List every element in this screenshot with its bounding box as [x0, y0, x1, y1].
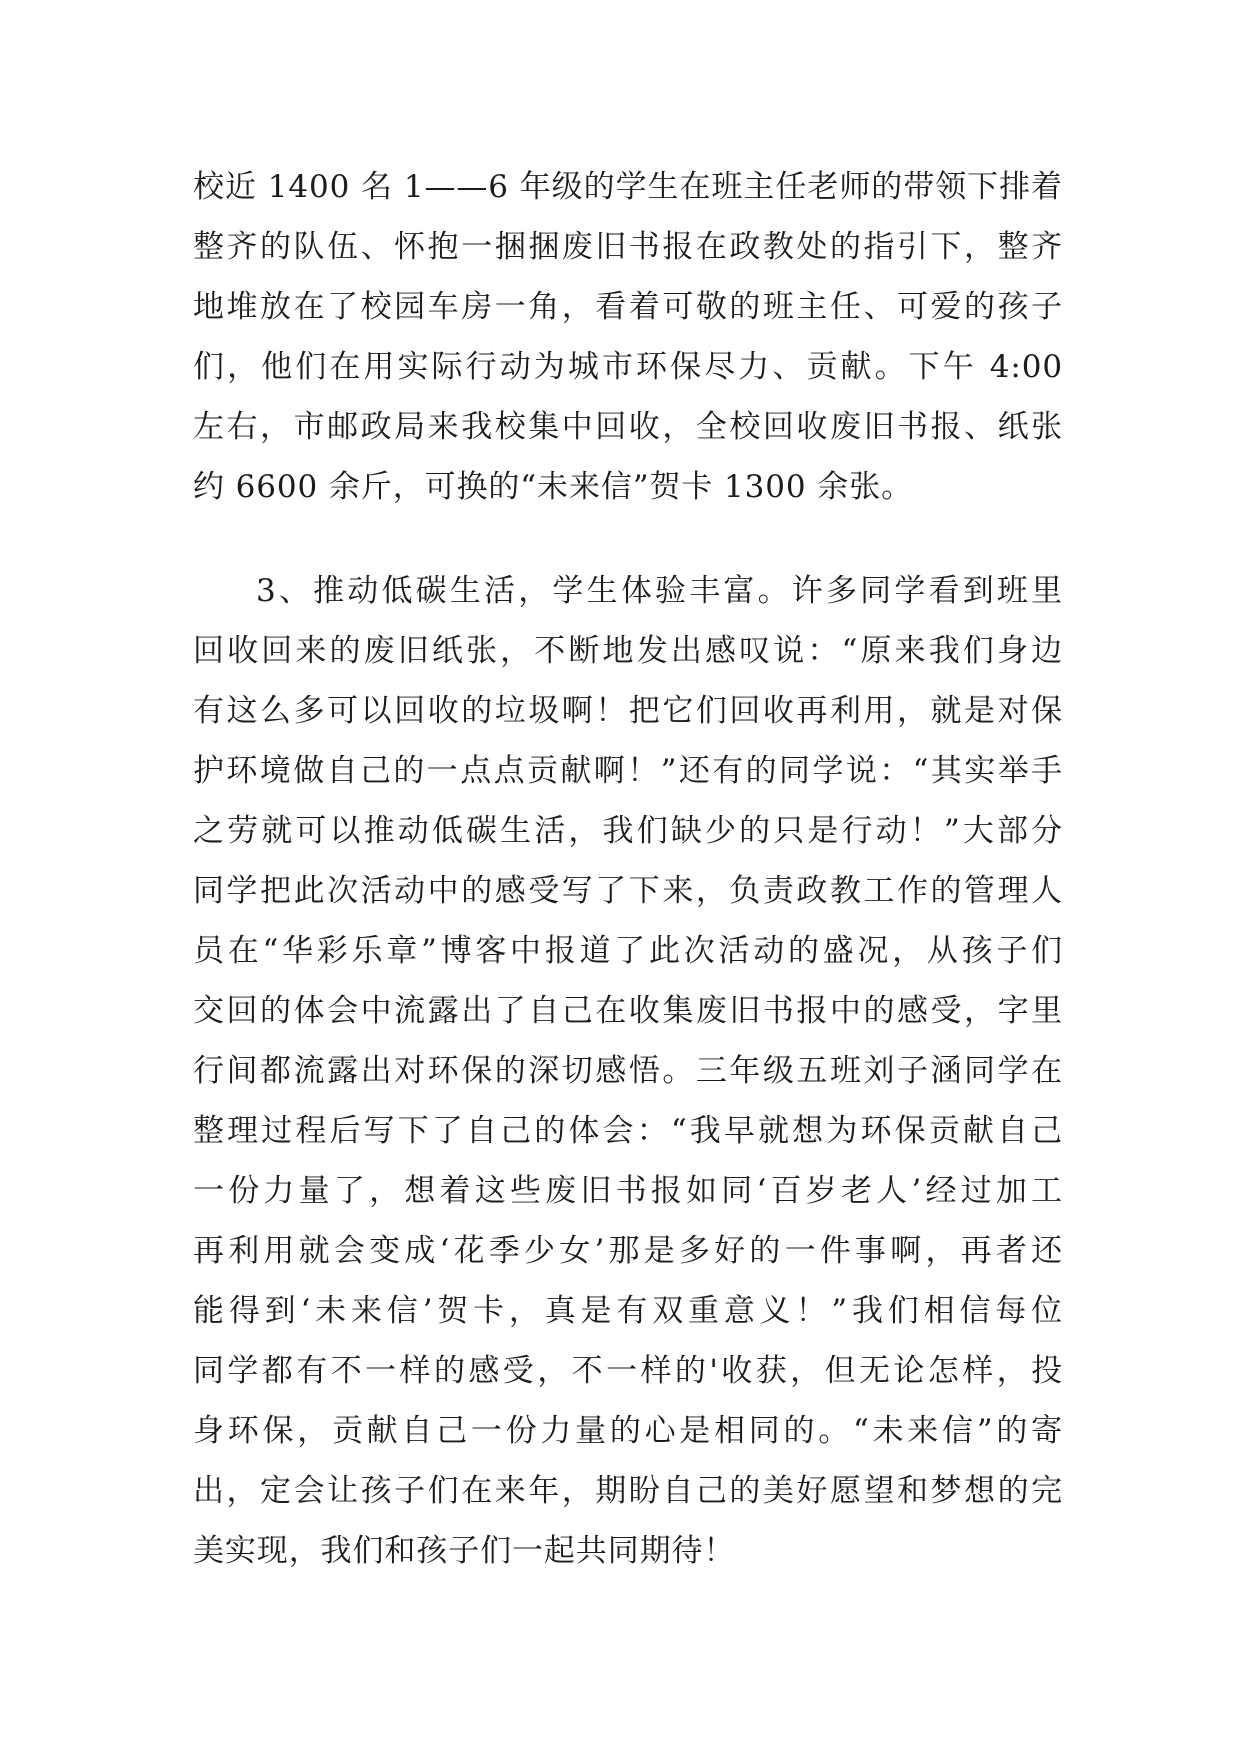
paragraph-line: 之劳就可以推动低碳生活，我们缺少的只是行动！”大部分 [193, 813, 1063, 849]
paragraph-line: 交回的体会中流露出了自己在收集废旧书报中的感受，字里 [193, 993, 1063, 1029]
paragraph-line: 校近 1400 名 1——6 年级的学生在班主任老师的带领下排着 [193, 169, 1063, 205]
paragraph-line: 们，他们在用实际行动为城市环保尽力、贡献。下午 4:00 [193, 349, 1063, 385]
paragraph-line: 整齐的队伍、怀抱一捆捆废旧书报在政教处的指引下，整齐 [193, 229, 1063, 265]
paragraph-line: 整理过程后写下了自己的体会：“我早就想为环保贡献自己 [193, 1113, 1063, 1149]
paragraph-line: 行间都流露出对环保的深切感悟。三年级五班刘子涵同学在 [193, 1053, 1063, 1089]
paragraph-line: 左右，市邮政局来我校集中回收，全校回收废旧书报、纸张 [193, 409, 1063, 445]
paragraph-line: 能得到‘未来信’贺卡，真是有双重意义！”我们相信每位 [193, 1293, 1063, 1329]
paragraph-line: 同学都有不一样的感受，不一样的'收获，但无论怎样，投 [193, 1353, 1063, 1389]
paragraph-line: 有这么多可以回收的垃圾啊！把它们回收再利用，就是对保 [193, 693, 1063, 729]
paragraph-line: 约 6600 余斤，可换的“未来信”贺卡 1300 余张。 [193, 469, 913, 505]
paragraph-line: 美实现，我们和孩子们一起共同期待！ [193, 1533, 736, 1569]
paragraph-line: 再利用就会变成‘花季少女’那是多好的一件事啊，再者还 [193, 1233, 1063, 1269]
paragraph-line: 一份力量了，想着这些废旧书报如同‘百岁老人’经过加工 [193, 1173, 1063, 1209]
paragraph-line: 同学把此次活动中的感受写了下来，负责政教工作的管理人 [193, 873, 1063, 909]
paragraph-line: 地堆放在了校园车房一角，看着可敬的班主任、可爱的孩子 [193, 289, 1063, 325]
paragraph-line: 护环境做自己的一点点贡献啊！”还有的同学说：“其实举手 [193, 753, 1063, 789]
paragraph-line: 身环保，贡献自己一份力量的心是相同的。“未来信”的寄 [193, 1413, 1063, 1449]
paragraph-line: 回收回来的废旧纸张，不断地发出感叹说：“原来我们身边 [193, 633, 1063, 669]
paragraph-line: 3、推动低碳生活，学生体验丰富。许多同学看到班里 [256, 573, 1063, 609]
paragraph-line: 员在“华彩乐章”博客中报道了此次活动的盛况，从孩子们 [193, 933, 1063, 969]
paragraph-line: 出，定会让孩子们在来年，期盼自己的美好愿望和梦想的完 [193, 1473, 1063, 1509]
